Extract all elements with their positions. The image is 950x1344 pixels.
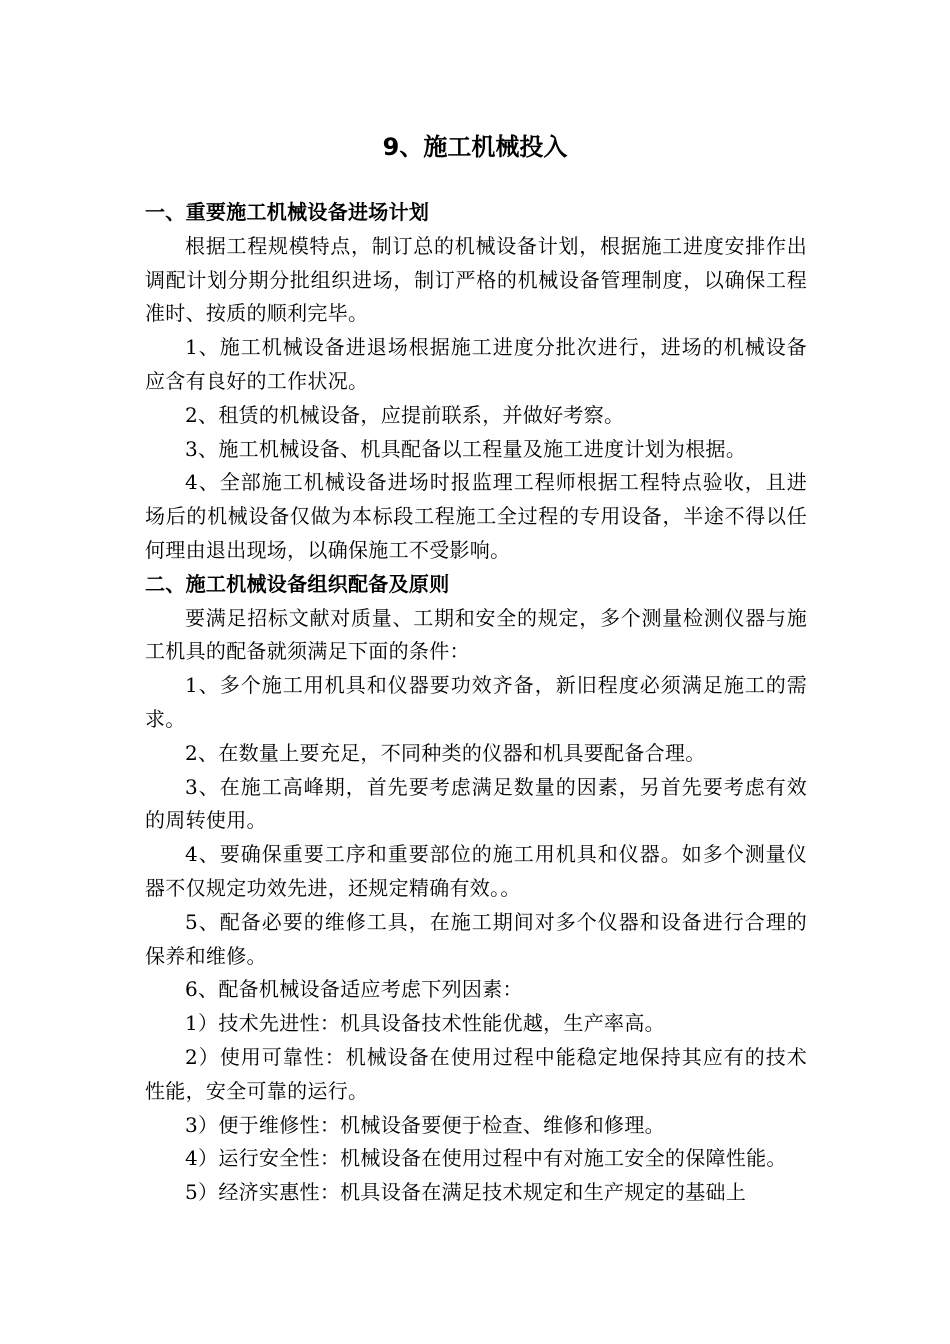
paragraph: 2、租赁的机械设备，应提前联系，并做好考察。: [185, 402, 625, 427]
paragraph: 5、配备必要的维修工具，在施工期间对多个仪器和设备进行合理的保养和维修。: [145, 909, 807, 968]
paragraph: 4）运行安全性：机械设备在使用过程中有对施工安全的保障性能。: [185, 1146, 787, 1171]
paragraph: 4、全部施工机械设备进场时报监理工程师根据工程特点验收，且进场后的机械设备仅做为本标段工程施工全过程的专用设备，半途不得以任何理由退出现场，以确保施工不受影响。: [145, 470, 807, 562]
paragraph: 4、要确保重要工序和重要部位的施工用机具和仪器。如多个测量仪器不仅规定功效先进，还规定精确有效。。: [145, 842, 807, 900]
paragraph: 5）经济实惠性：机具设备在满足技术规定和生产规定的基础上: [185, 1180, 747, 1205]
paragraph: 1、多个施工用机具和仪器要功效齐备，新旧程度必须满足施工的需求。: [145, 673, 807, 731]
paragraph: 3、在施工高峰期，首先要考虑满足数量的因素，另首先要考虑有效的周转使用。: [145, 774, 807, 833]
paragraph: 3）便于维修性：机械设备要便于检查、维修和修理。: [185, 1112, 665, 1137]
paragraph: 6、配备机械设备适应考虑下列因素：: [185, 977, 523, 1002]
paragraph: 要满足招标文献对质量、工期和安全的规定，多个测量检测仪器与施工机具的配备就须满足下面的条件：: [145, 605, 807, 664]
paragraph: 根据工程规模特点，制订总的机械设备计划，根据施工进度安排作出调配计划分期分批组织进场，制订严格的机械设备管理制度，以确保工程准时、按质的顺利完毕。: [145, 233, 807, 326]
section-heading: 二、施工机械设备组织配备及原则: [145, 571, 450, 596]
document-title: 9、施工机械投入: [382, 133, 568, 161]
paragraph: 1、施工机械设备进退场根据施工进度分批次进行，进场的机械设备应含有良好的工作状况。: [145, 335, 807, 393]
paragraph: 1）技术先进性：机具设备技术性能优越，生产率高。: [185, 1011, 665, 1036]
paragraph: 2）使用可靠性：机械设备在使用过程中能稳定地保持其应有的技术性能，安全可靠的运行。: [145, 1044, 807, 1103]
section-heading: 一、重要施工机械设备进场计划: [145, 200, 430, 224]
document-body: [145, 196, 807, 1210]
paragraph: 3、施工机械设备、机具配备以工程量及施工进度计划为根据。: [185, 436, 747, 461]
paragraph: 2、在数量上要充足，不同种类的仪器和机具要配备合理。: [185, 740, 706, 765]
